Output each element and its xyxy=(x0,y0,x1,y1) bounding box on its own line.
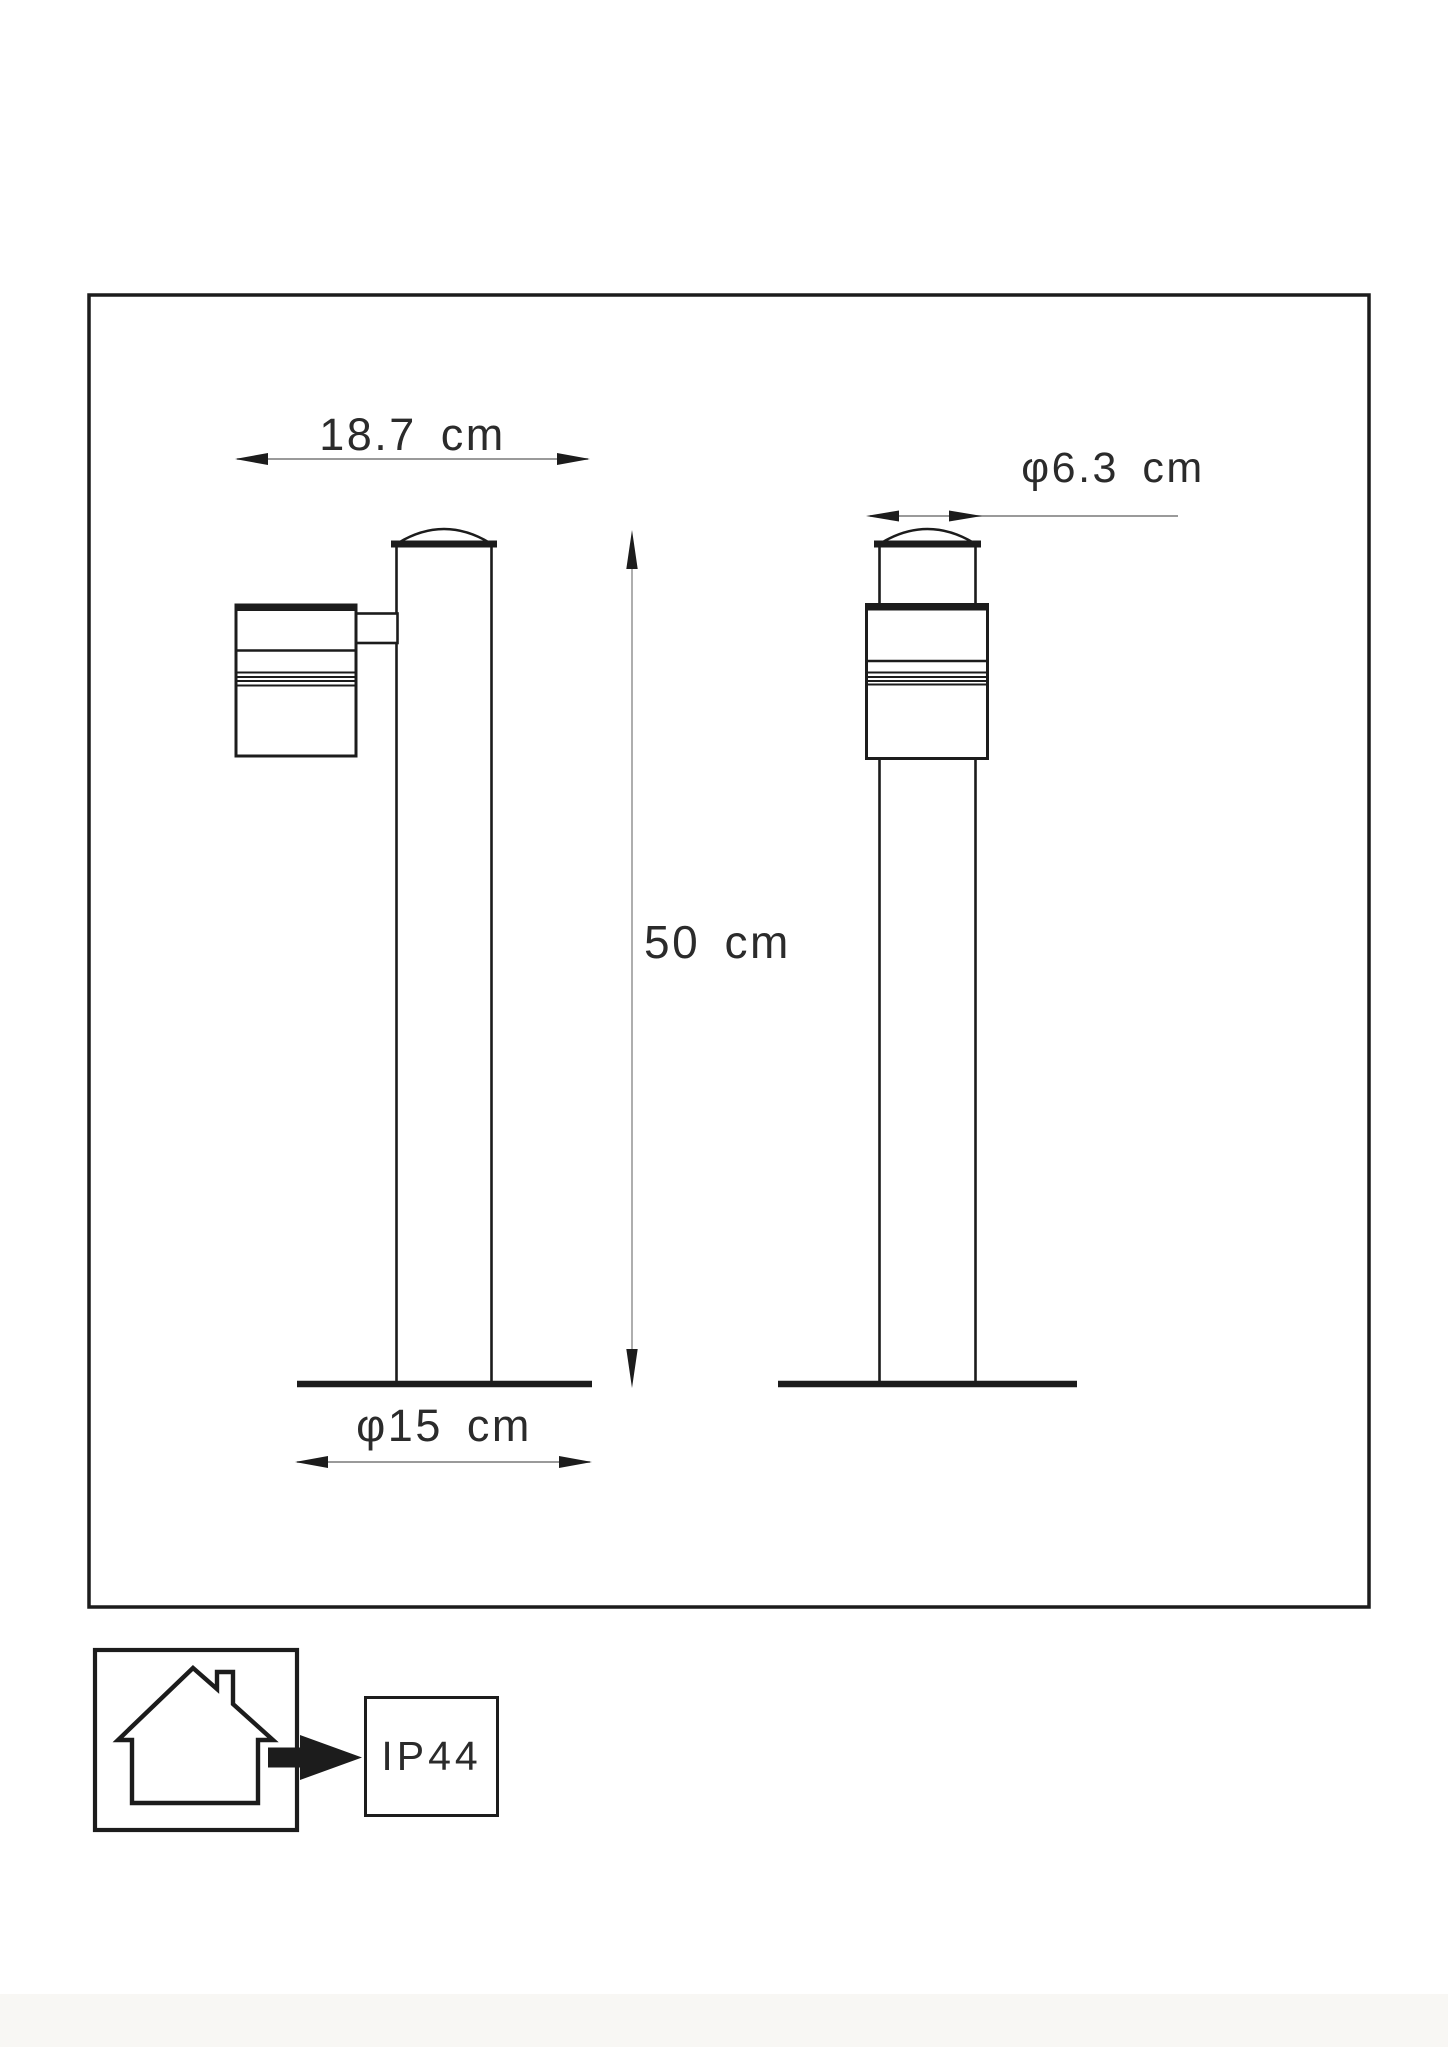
height-label: 50 cm xyxy=(644,916,791,968)
head-diameter-label: φ6.3 cm xyxy=(1021,444,1205,492)
arrowhead-down-icon xyxy=(626,1349,637,1388)
head-bracket xyxy=(354,614,398,644)
pole-front xyxy=(880,758,976,1381)
side-view-figure xyxy=(235,529,592,1384)
arrowhead-left-icon xyxy=(295,1456,328,1468)
dim-head-diameter xyxy=(866,511,1178,522)
cap-section-sides xyxy=(880,547,976,604)
dim-height xyxy=(626,530,637,1388)
scan-edge-strip xyxy=(0,1994,1448,2047)
arrowhead-right-icon xyxy=(949,511,982,522)
ip-rating-label: IP44 xyxy=(381,1733,482,1779)
dim-base-diameter xyxy=(295,1456,592,1468)
front-view-figure xyxy=(778,529,1077,1384)
arrowhead-right-icon xyxy=(559,1456,592,1468)
head-width-label: 18.7 cm xyxy=(319,409,506,460)
arrowhead-left-icon xyxy=(866,511,899,522)
arrowhead-up-icon xyxy=(626,530,637,569)
pole-side xyxy=(397,547,492,1381)
base-diameter-label: φ15 cm xyxy=(356,1400,532,1451)
